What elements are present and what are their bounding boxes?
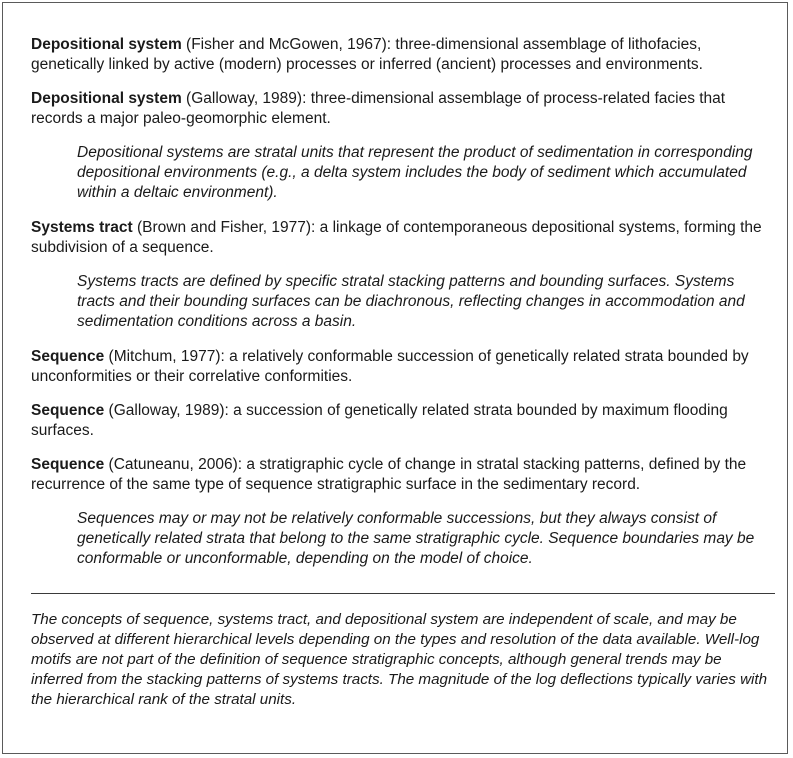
definition-text: a linkage of contemporaneous depositional systems, forming the subdivision of a sequence. — [31, 219, 762, 256]
definition-text: three-dimensional assemblage of lithofacies, genetically linked by active (modern) processes or inferred (ancient) processes and environments. — [31, 36, 703, 73]
note-sequences: Sequences may or may not be relatively conformable successions, but they always consist of genetically related strata that belong to the same stratigraphic cycle. Sequence boundaries may be conformable or unconformable, depending on the model of choice. — [77, 510, 755, 567]
definition-citation: (Mitchum, 1977): — [104, 348, 230, 365]
definition-citation: (Galloway, 1989): — [104, 402, 234, 419]
definition-citation: (Catuneanu, 2006): — [104, 456, 247, 473]
definition-text: a stratigraphic cycle of change in stratal stacking patterns, defined by the recurrence of the same type of sequence stratigraphic surface in the sedimentary record. — [31, 456, 747, 493]
definition-text: three-dimensional assemblage of process-related facies that records a major paleo-geomorphic element. — [31, 90, 726, 127]
definition-sequence-catuneanu — [31, 455, 775, 495]
definitions-box — [2, 2, 788, 754]
definition-text: a relatively conformable succession of genetically related strata bounded by unconformities or their correlative conformities. — [31, 348, 749, 385]
definitions-content — [31, 35, 775, 710]
definition-term: Sequence — [31, 348, 105, 365]
definition-term: Depositional system — [31, 36, 182, 53]
definition-term: Sequence — [31, 456, 105, 473]
definition-sequence-galloway — [31, 401, 775, 441]
definition-term: Depositional system — [31, 90, 182, 107]
divider-line — [31, 593, 775, 594]
note-systems-tracts: Systems tracts are defined by specific stratal stacking patterns and bounding surfaces. Systems tracts and their bounding surfaces can be diachronous, reflecting changes in accommodation and sedimentation conditions across a basin. — [77, 273, 745, 330]
footer-note: The concepts of sequence, systems tract, and depositional system are independent of scale, and may be observed at different hierarchical levels depending on the types and resolution of the data available. Well-log motifs are not part of the definition of sequence stratigraphic concepts, although general trends may be inferred from the stacking patterns of systems tracts. The magnitude of the log deflections typically varies with the hierarchical rank of the stratal units. — [31, 611, 768, 708]
definition-depositional-system-galloway — [31, 89, 775, 129]
definition-sequence-mitchum — [31, 347, 775, 387]
definition-citation: (Brown and Fisher, 1977): — [132, 219, 320, 236]
definition-term: Sequence — [31, 402, 105, 419]
definition-term: Systems tract — [31, 219, 133, 236]
definition-systems-tract-brown — [31, 218, 775, 258]
definition-text: a succession of genetically related strata bounded by maximum flooding surfaces. — [31, 402, 728, 439]
definition-citation: (Galloway, 1989): — [181, 90, 311, 107]
definition-depositional-system-fisher — [31, 35, 775, 75]
note-depositional-systems: Depositional systems are stratal units that represent the product of sedimentation in corresponding depositional environments (e.g., a delta system includes the body of sediment which accumulated within a deltaic environment). — [77, 144, 753, 201]
definition-citation: (Fisher and McGowen, 1967): — [181, 36, 396, 53]
